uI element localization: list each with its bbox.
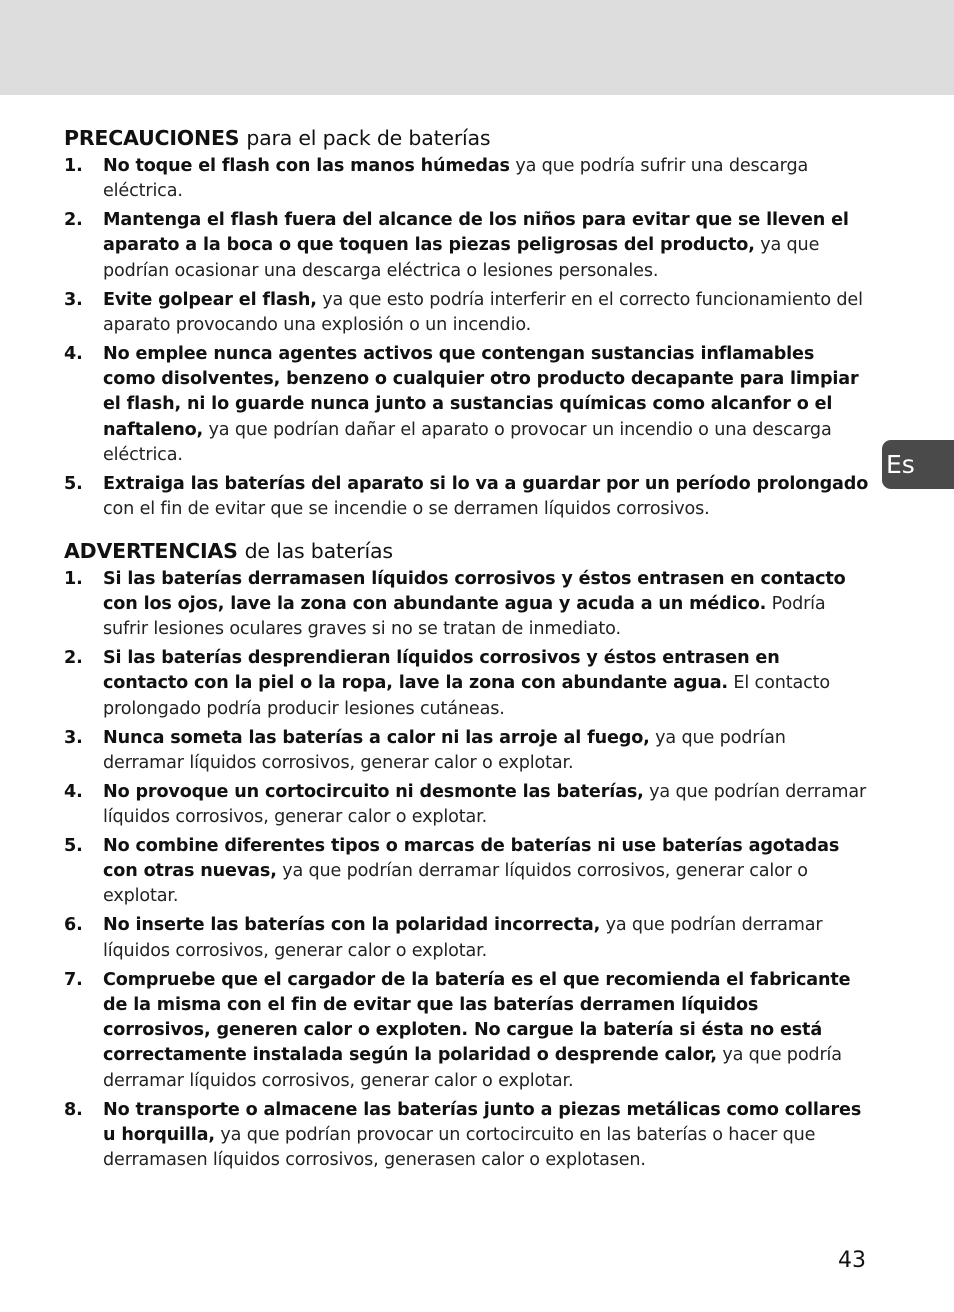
- item-text: El contacto prolongado podría producir lesiones cutáneas.: [103, 673, 830, 719]
- item-text: ya que podrían derramar líquidos corrosivos, generar calor o explotar.: [103, 915, 823, 961]
- section-title-rest: de las baterías: [244, 538, 393, 563]
- item-bold-text: No transporte o almacene las baterías junto a piezas metálicas como collares u horquilla,: [103, 1099, 862, 1145]
- list-item: [64, 208, 869, 284]
- advertencias-list: [64, 567, 869, 1174]
- item-number: 1.: [64, 568, 83, 589]
- item-bold-text: No provoque un cortocircuito ni desmonte las baterías,: [103, 781, 644, 802]
- item-number: 3.: [64, 289, 83, 310]
- item-text: ya que podría derramar líquidos corrosivos, generar calor o explotar.: [103, 1045, 842, 1091]
- item-bold-text: Nunca someta las baterías a calor ni las arroje al fuego,: [103, 727, 650, 748]
- item-text: ya que esto podría interferir en el correcto funcionamiento del aparato provocando una explosión o un incendio.: [103, 289, 863, 335]
- list-item: [64, 472, 869, 523]
- section-title-bold: PRECAUCIONES: [64, 126, 240, 150]
- list-item: [64, 968, 869, 1094]
- item-number: 6.: [64, 915, 83, 936]
- item-number: 2.: [64, 648, 83, 669]
- item-text: ya que podrían provocar un cortocircuito en las baterías o hacer que derramasen líquidos corrosivos, generasen calor o explotasen.: [103, 1124, 816, 1171]
- language-tab: Es: [882, 440, 954, 489]
- item-text: Podría sufrir lesiones oculares graves si no se tratan de inmediato.: [103, 593, 826, 640]
- item-text: ya que podría sufrir una descarga eléctrica.: [103, 156, 809, 202]
- section-title-precauciones: [64, 124, 869, 152]
- item-bold-text: No emplee nunca agentes activos que contengan sustancias inflamables como disolventes, benzeno o cualquier otro producto decapante para limpiar el flash, ni lo guarde nunca junto a sustancias químicas como alcanfor o el naftaleno,: [103, 343, 859, 440]
- item-number: 5.: [64, 835, 83, 856]
- item-text: ya que podrían derramar líquidos corrosivos, generar calor o explotar.: [103, 727, 786, 773]
- item-number: 5.: [64, 473, 83, 494]
- list-item: [64, 567, 869, 643]
- list-item: [64, 834, 869, 910]
- item-text: ya que podrían ocasionar una descarga eléctrica o lesiones personales.: [103, 235, 820, 281]
- item-bold-text: Compruebe que el cargador de la batería es el que recomienda el fabricante de la misma con el fin de evitar que las baterías derramen líquidos corrosivos, generen calor o exploten. No cargue la batería si ésta no está correctamente instalada según la polaridad o desprende calor,: [103, 969, 851, 1066]
- item-bold-text: No toque el flash con las manos húmedas: [103, 156, 510, 176]
- section-title-bold: ADVERTENCIAS: [64, 538, 238, 563]
- header-band: [0, 0, 954, 95]
- item-bold-text: No combine diferentes tipos o marcas de baterías ni use baterías agotadas con otras nuevas,: [103, 835, 840, 882]
- section-title-rest: para el pack de baterías: [246, 126, 491, 150]
- item-bold-text: Evite golpear el flash,: [103, 289, 317, 310]
- section-title-advertencias: [64, 537, 869, 565]
- list-item: [64, 342, 869, 468]
- item-number: 2.: [64, 210, 83, 231]
- item-number: 1.: [64, 156, 83, 176]
- list-item: [64, 913, 869, 964]
- item-bold-text: Si las baterías derramasen líquidos corrosivos y éstos entrasen en contacto con los ojos, lave la zona con abundante agua y acuda a un médico.: [103, 568, 846, 614]
- item-text: ya que podrían derramar líquidos corrosivos, generar calor o explotar.: [103, 861, 808, 907]
- page-content: [64, 124, 869, 1177]
- list-item: [64, 646, 869, 722]
- item-number: 4.: [64, 343, 83, 364]
- item-text: con el fin de evitar que se incendie o se derramen líquidos corrosivos.: [103, 499, 710, 520]
- list-item: [64, 154, 869, 205]
- item-number: 3.: [64, 727, 83, 748]
- item-bold-text: Mantenga el flash fuera del alcance de los niños para evitar que se lleven el aparato a la boca o que toquen las piezas peligrosas del producto,: [103, 210, 849, 256]
- item-bold-text: No inserte las baterías con la polaridad incorrecta,: [103, 915, 601, 936]
- precauciones-list: [64, 154, 869, 523]
- list-item: [64, 780, 869, 831]
- item-text: ya que podrían dañar el aparato o provocar un incendio o una descarga eléctrica.: [103, 419, 832, 466]
- item-bold-text: Extraiga las baterías del aparato si lo va a guardar por un período prolongado: [103, 473, 869, 494]
- item-number: 8.: [64, 1099, 83, 1120]
- item-bold-text: Si las baterías desprendieran líquidos corrosivos y éstos entrasen en contacto con la piel o la ropa, lave la zona con abundante agua.: [103, 648, 780, 694]
- list-item: [64, 726, 869, 777]
- item-number: 4.: [64, 781, 83, 802]
- page-number: 43: [838, 1248, 866, 1273]
- list-item: [64, 1098, 869, 1174]
- item-text: ya que podrían derramar líquidos corrosivos, generar calor o explotar.: [103, 781, 867, 827]
- list-item: [64, 288, 869, 339]
- item-number: 7.: [64, 969, 83, 990]
